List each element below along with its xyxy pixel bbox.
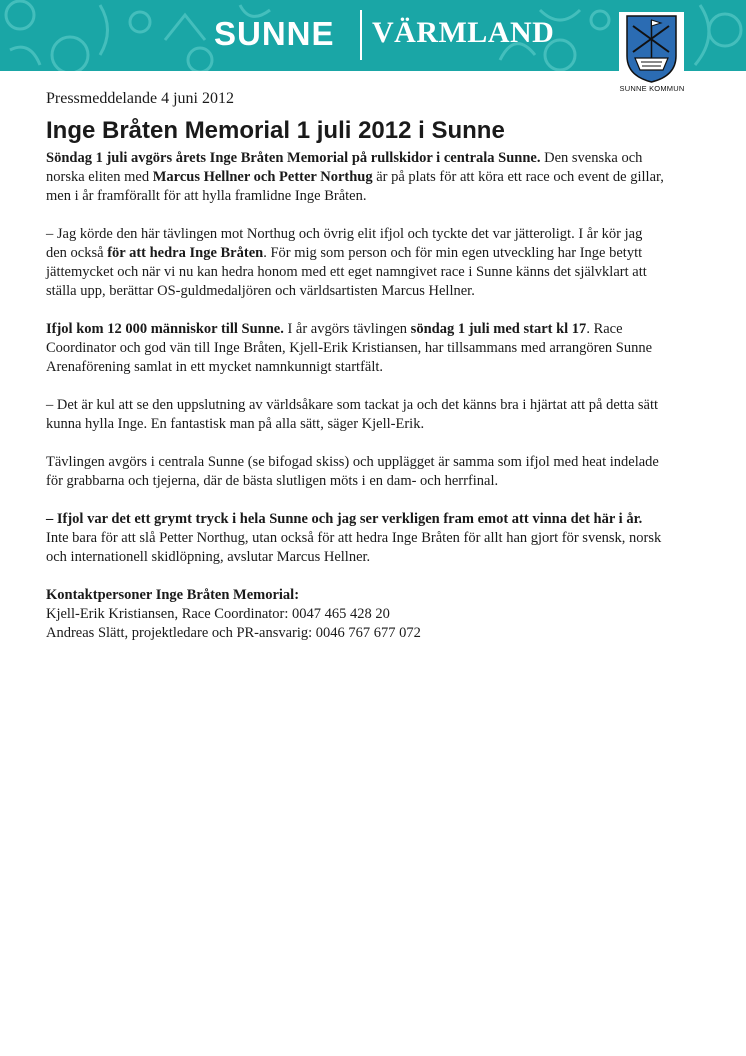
brand-divider <box>360 10 362 60</box>
paragraph-hellner-quote: – Jag körde den här tävlingen mot Northug och övrig elit ifjol och tyckte det var jätteroligt. I år kör jag den också för att hedra Inge Bråten. För mig som person och för min egen utveckling har Inge betytt jättemycket och när vi nu kan hedra honom med ett eget namngivet race i Sunne känns det självklart att ställa upp, berättar OS-guldmedaljören och världsartisten Marcus Hellner. <box>46 226 647 299</box>
dateline: Pressmeddelande 4 juni 2012 <box>46 90 234 107</box>
municipality-coat-of-arms <box>619 12 684 84</box>
paragraph-intro: Söndag 1 juli avgörs årets Inge Bråten Memorial på rullskidor i centrala Sunne. Den svenska och norska eliten med Marcus Hellner och Petter Northug är på plats för att köra ett race och event de gillar, men i år framförallt för att hylla framlidne Inge Bråten. <box>46 150 664 204</box>
contacts-heading: Kontaktpersoner Inge Bråten Memorial: <box>46 587 300 603</box>
paragraph-format: Tävlingen avgörs i centrala Sunne (se bifogad skiss) och upplägget är samma som ifjol med heat indelade för grabbarna och tjejerna, där de bästa slutligen möts i en dam- och herrfinal. <box>46 454 659 489</box>
municipality-name: SUNNE KOMMUN <box>619 84 685 93</box>
paragraph-closing-quote: – Ifjol var det ett grymt tryck i hela Sunne och jag ser verkligen fram emot att vinna det här i år. Inte bara för att slå Petter Northug, utan också för att hedra Inge Bråten för allt han gjort för svensk, norsk och internationell skidlöpning, avslutar Marcus Hellner. <box>46 511 662 565</box>
brand-sunne: SUNNE <box>214 15 335 52</box>
brand-varmland: VÄRMLAND <box>372 16 555 49</box>
press-release <box>46 88 666 643</box>
coat-of-arms-icon <box>619 12 684 84</box>
contacts-section <box>46 586 666 643</box>
contact-line: Andreas Slätt, projektledare och PR-ansvarig: 0046 767 677 072 <box>46 625 421 641</box>
page-title: Inge Bråten Memorial 1 juli 2012 i Sunne <box>46 117 505 144</box>
paragraph-kjell-erik-quote: – Det är kul att se den uppslutning av världsåkare som tackat ja och det känns bra i hjärtat att på detta sätt kunna hylla Inge. En fantastisk man på alla sätt, säger Kjell-Erik. <box>46 397 659 432</box>
contact-line: Kjell-Erik Kristiansen, Race Coordinator: 0047 465 428 20 <box>46 606 390 622</box>
paragraph-attendance: Ifjol kom 12 000 människor till Sunne. I år avgörs tävlingen söndag 1 juli med start kl 17. Race Coordinator och god vän till Inge Bråten, Kjell-Erik Kristiansen, har tillsammans med arrangören Sunne Arenaförening samlat in ett mycket namnkunnigt startfält. <box>46 321 653 375</box>
